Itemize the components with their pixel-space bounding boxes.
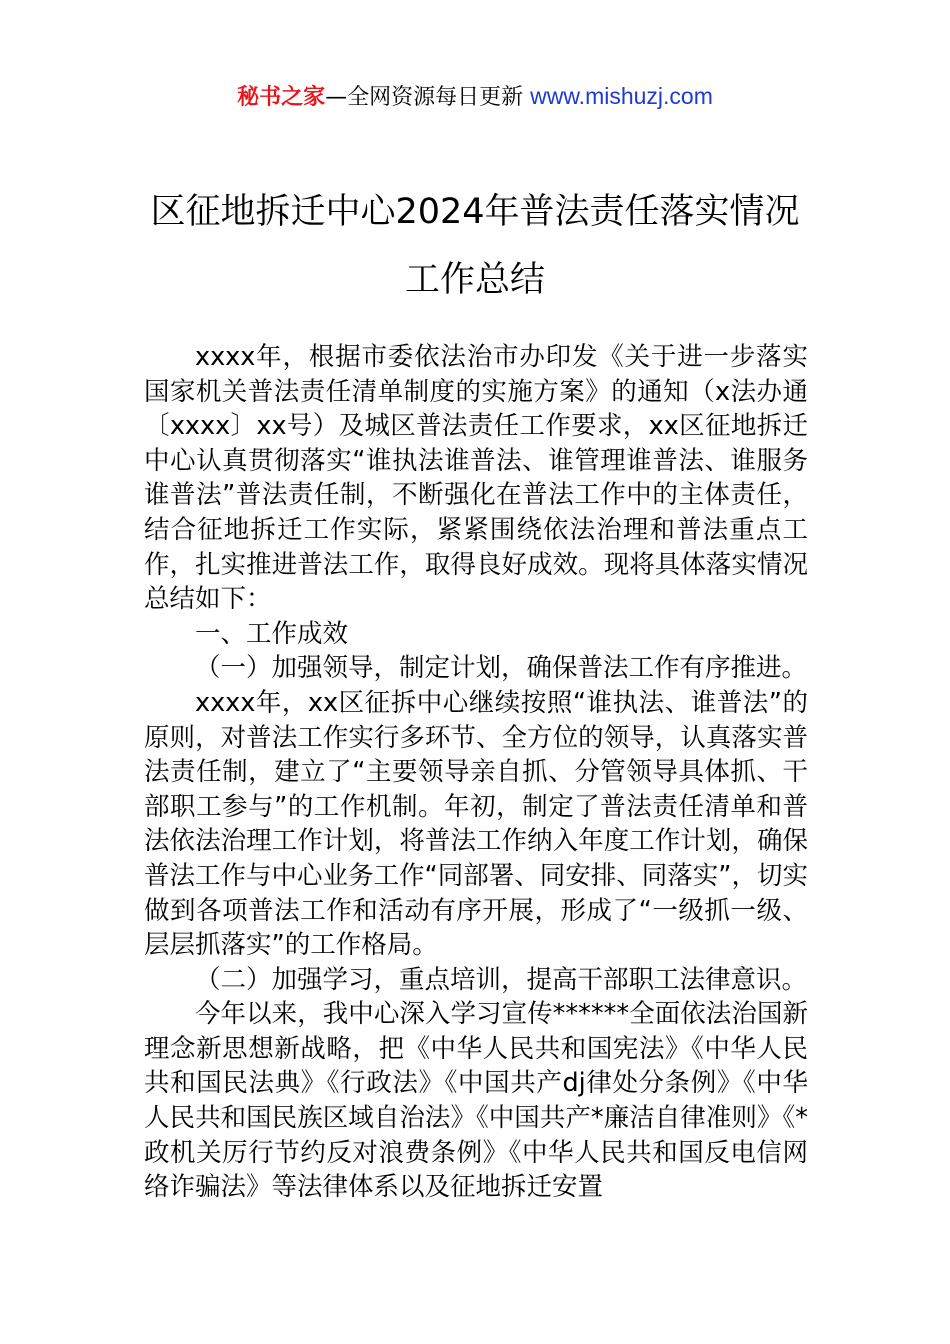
subsection-paragraph-1: xxxx年，xx区征拆中心继续按照“谁执法、谁普法”的原则，对普法工作实行多环节、全方位的领导，认真落实普法责任制，建立了“主要领导亲自抓、分管领导具体抓、干部职工参与”的工作机制。年初，制定了普法责任清单和普法依法治理工作计划，将普法工作纳入年度工作计划，确保普法工作与中心业务工作“同部署、同安排、同落实”，切实做到各项普法工作和活动有序开展，形成了“一级抓一级、层层抓落实”的工作格局。 bbox=[144, 687, 808, 961]
document-title-line-1: 区征地拆迁中心2024年普法责任落实情况 bbox=[150, 192, 800, 232]
subsection-heading-1: （一）加强领导，制定计划，确保普法工作有序推进。 bbox=[195, 653, 808, 684]
document-title-line-2: 工作总结 bbox=[404, 260, 545, 300]
intro-paragraph: xxxx年，根据市委依法治市办印发《关于进一步落实国家机关普法责任清单制度的实施方案》的通知（x法办通〔xxxx〕xx号）及城区普法责任工作要求，xx区征地拆迁中心认真贯彻落实“谁执法谁普法、谁管理谁普法、谁服务谁普法”普法责任制，不断强化在普法工作中的主体责任，结合征地拆迁工作实际，紧紧围绕依法治理和普法重点工作，扎实推进普法工作，取得良好成效。现将具体落实情况总结如下： bbox=[144, 342, 808, 615]
site-header bbox=[0, 80, 950, 114]
document-title bbox=[100, 178, 850, 314]
document-body bbox=[144, 340, 808, 1205]
site-slogan: —全网资源每日更新 bbox=[325, 85, 531, 110]
subsection-paragraph-2: 今年以来，我中心深入学习宣传******全面依法治国新理念新思想新战略，把《中华人民共和国宪法》《中华人民共和国民法典》《行政法》《中国共产dj律处分条例》《中华人民共和国民族区域自治法》《中国共产*廉洁自律准则》《*政机关厉行节约反对浪费条例》《中华人民共和国反电信网络诈骗法》等法律体系以及征地拆迁安置 bbox=[144, 999, 808, 1203]
site-url-link[interactable]: www.mishuzj.com bbox=[530, 83, 713, 109]
subsection-heading-2: （二）加强学习，重点培训，提高干部职工法律意识。 bbox=[195, 964, 808, 995]
site-brand: 秘书之家 bbox=[237, 85, 326, 110]
section-heading: 一、工作成效 bbox=[195, 618, 349, 649]
